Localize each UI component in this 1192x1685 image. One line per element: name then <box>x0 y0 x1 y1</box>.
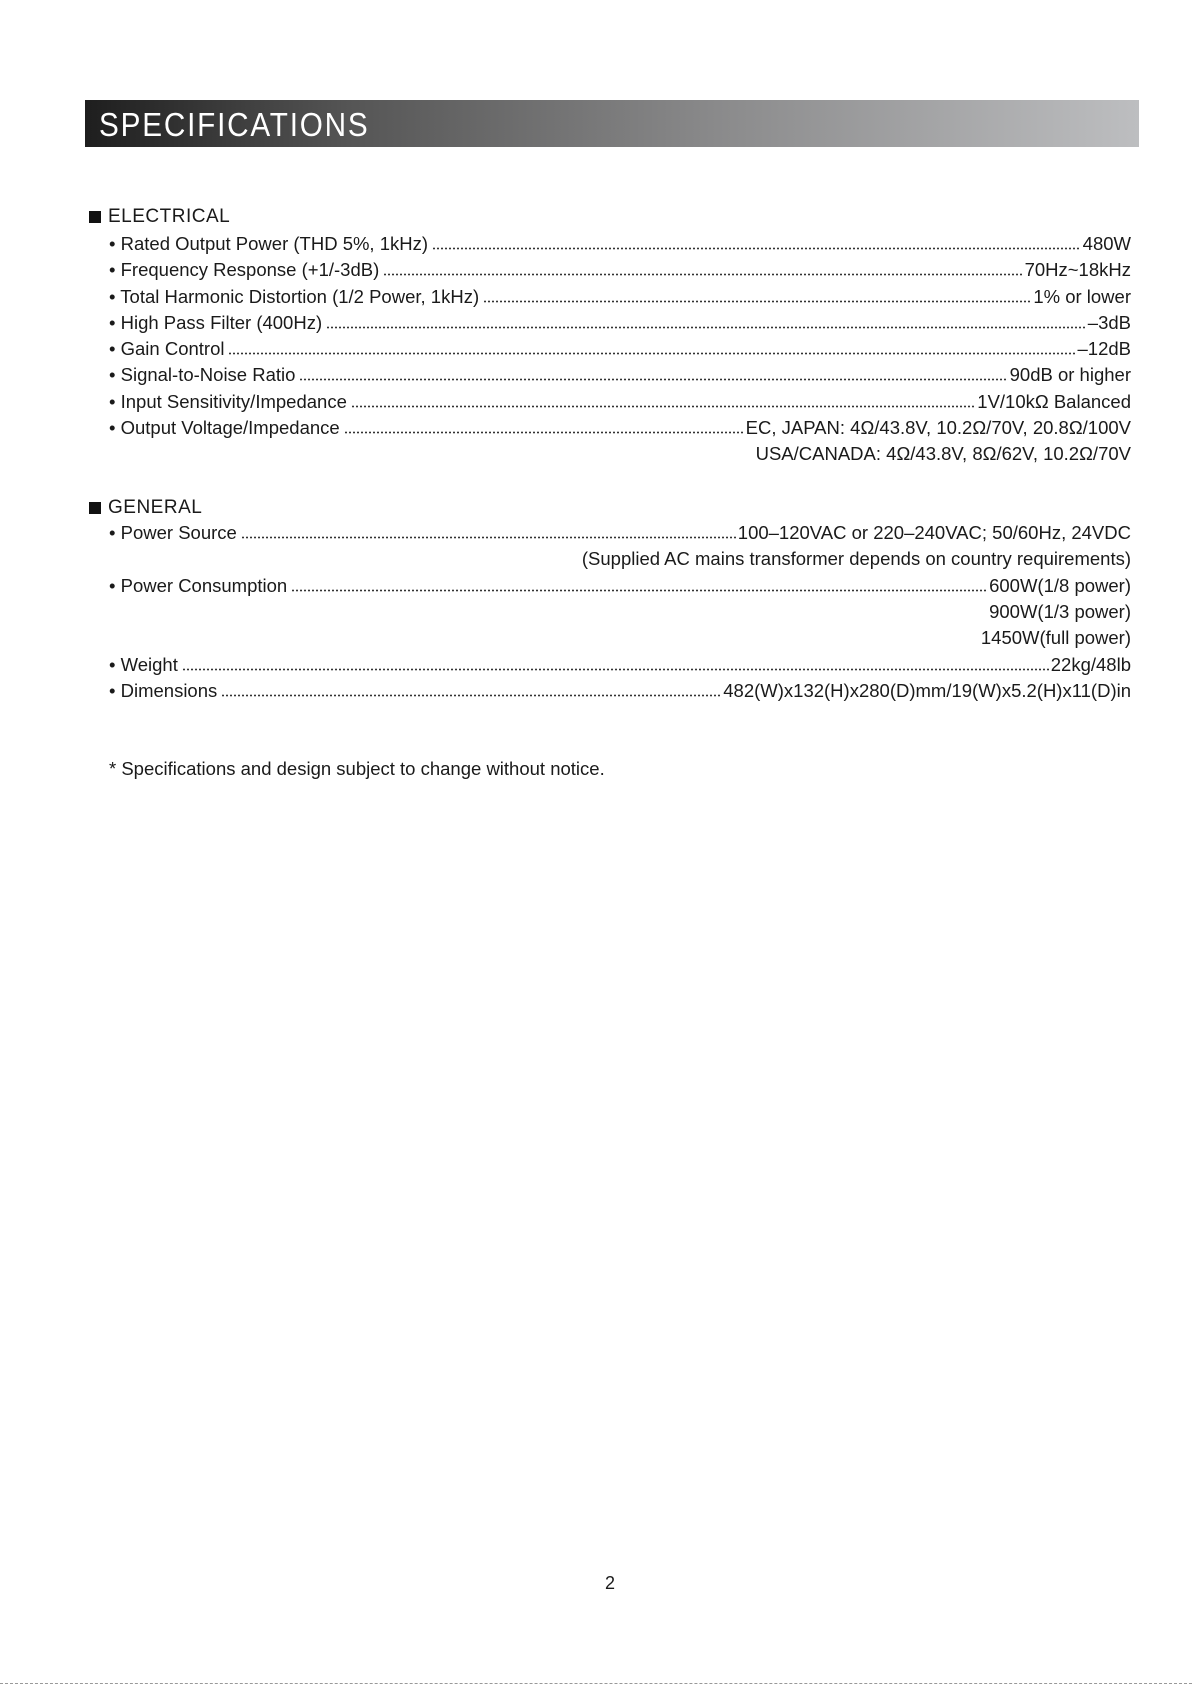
spec-value: 600W(1/8 power) <box>989 575 1131 596</box>
spec-value: 480W <box>1082 233 1131 254</box>
spec-label: • Frequency Response (+1/-3dB) <box>109 259 380 280</box>
spec-label: • Power Consumption <box>109 575 288 596</box>
spec-label: • Input Sensitivity/Impedance <box>109 391 347 412</box>
spec-value-continuation: USA/CANADA: 4Ω/43.8V, 8Ω/62V, 10.2Ω/70V <box>755 443 1131 464</box>
spec-row <box>109 413 1131 439</box>
spec-row <box>109 518 1131 544</box>
dot-leader <box>326 326 1086 329</box>
spec-label: • Power Source <box>109 522 237 543</box>
spec-row <box>109 282 1131 308</box>
spec-value: EC, JAPAN: 4Ω/43.8V, 10.2Ω/70V, 20.8Ω/100V <box>745 417 1131 438</box>
spec-row <box>109 650 1131 676</box>
dot-leader <box>344 431 744 434</box>
spec-row <box>109 387 1131 413</box>
spec-value: –12dB <box>1077 338 1131 359</box>
spec-label: • Signal-to-Noise Ratio <box>109 364 296 385</box>
spec-value-continuation: (Supplied AC mains transformer depends on country requirements) <box>581 548 1131 569</box>
electrical-heading <box>89 206 230 228</box>
spec-value: 22kg/48lb <box>1050 654 1131 675</box>
spec-row <box>109 255 1131 281</box>
spec-row <box>109 360 1131 386</box>
spec-value: 482(W)x132(H)x280(D)mm/19(W)x5.2(H)x11(D)in <box>723 680 1131 701</box>
spec-row <box>109 334 1131 360</box>
spec-value-continuation: 1450W(full power) <box>980 627 1131 648</box>
spec-row <box>109 229 1131 255</box>
dot-leader <box>383 273 1022 276</box>
spec-row <box>109 676 1131 702</box>
spec-value: 100–120VAC or 220–240VAC; 50/60Hz, 24VDC <box>737 522 1131 543</box>
spec-label: • Dimensions <box>109 680 218 701</box>
spec-label: • Weight <box>109 654 178 675</box>
dot-leader <box>182 668 1049 671</box>
page-title: SPECIFICATIONS <box>99 106 370 143</box>
spec-value: 1% or lower <box>1033 286 1131 307</box>
section-title-bar <box>85 100 1139 147</box>
spec-label: • Output Voltage/Impedance <box>109 417 340 438</box>
spec-label: • High Pass Filter (400Hz) <box>109 312 323 333</box>
dot-leader <box>228 352 1075 355</box>
page-number: 2 <box>605 1573 616 1593</box>
square-bullet-icon <box>89 211 101 223</box>
spec-value: –3dB <box>1087 312 1131 333</box>
spec-row <box>109 308 1131 334</box>
spec-value: 70Hz~18kHz <box>1024 259 1131 280</box>
spec-value: 1V/10kΩ Balanced <box>977 391 1131 412</box>
dot-leader <box>351 405 975 408</box>
dot-leader <box>291 589 987 592</box>
heading-text: GENERAL <box>108 497 203 518</box>
dot-leader <box>221 694 721 697</box>
general-heading <box>89 497 202 519</box>
footnote: * Specifications and design subject to change without notice. <box>109 758 605 779</box>
dot-leader <box>241 536 736 539</box>
square-bullet-icon <box>89 502 101 514</box>
dot-leader <box>432 247 1081 250</box>
dot-leader <box>299 378 1007 381</box>
spec-label: • Rated Output Power (THD 5%, 1kHz) <box>109 233 429 254</box>
spec-value-continuation: 900W(1/3 power) <box>989 601 1131 622</box>
spec-label: • Total Harmonic Distortion (1/2 Power, 1kHz) <box>109 286 480 307</box>
page-bottom-border <box>0 1683 1192 1684</box>
spec-value: 90dB or higher <box>1009 364 1131 385</box>
spec-row <box>109 571 1131 597</box>
dot-leader <box>483 300 1031 303</box>
heading-text: ELECTRICAL <box>108 206 231 227</box>
spec-label: • Gain Control <box>109 338 225 359</box>
